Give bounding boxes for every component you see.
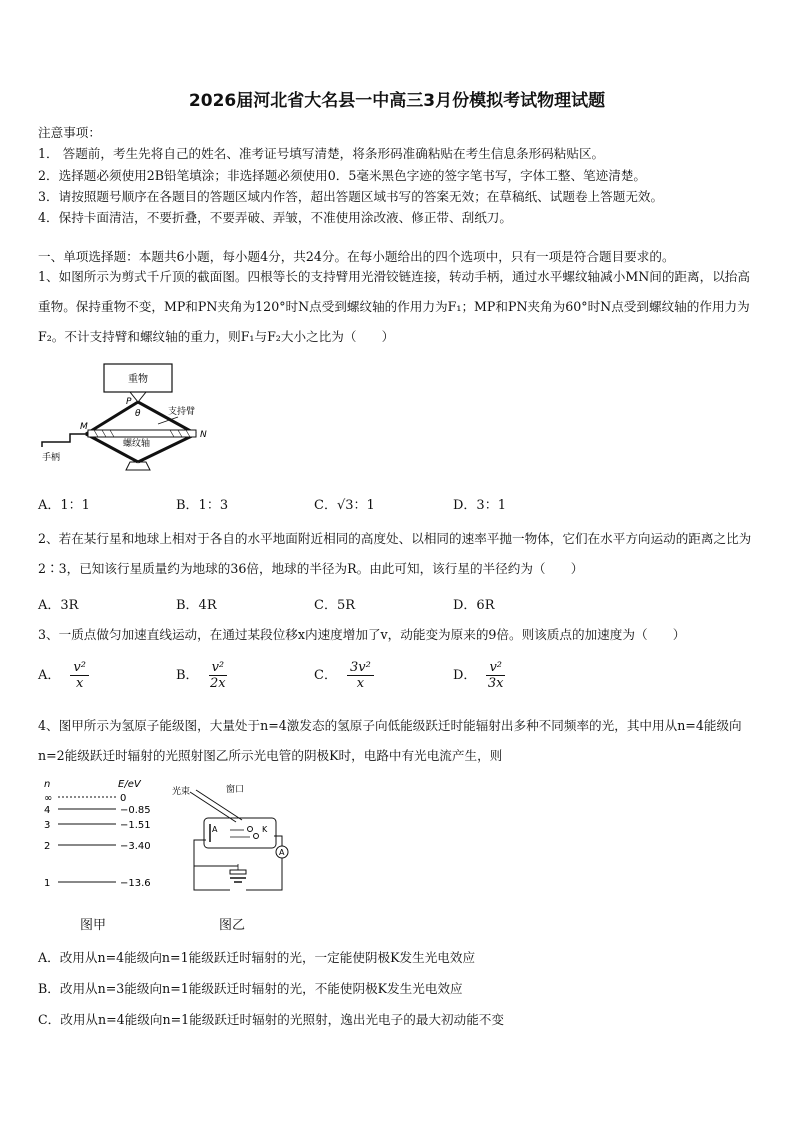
q2-option-b[interactable]: B．4R bbox=[176, 598, 217, 613]
label-n: N bbox=[200, 430, 207, 440]
fraction: $\frac{\text{v²}}{3x}$ bbox=[487, 660, 504, 691]
wire bbox=[274, 836, 282, 846]
q2-option-c[interactable]: C．5R bbox=[314, 598, 356, 613]
q3-option-b[interactable] bbox=[176, 660, 227, 691]
weight-label: 重物 bbox=[128, 374, 148, 385]
top-joint bbox=[130, 392, 146, 402]
window-label: 窗口 bbox=[226, 785, 245, 795]
q1-option-a[interactable]: A．1：1 bbox=[38, 498, 90, 513]
jack-figure bbox=[38, 362, 238, 472]
label-m: M bbox=[80, 422, 88, 432]
level-e: −13.6 bbox=[120, 878, 151, 889]
q4-option-c[interactable]: C．改用从n=4能级向n=1能级跃迁时辐射的光照射，逸出光电子的最大初动能不变 bbox=[38, 1012, 504, 1027]
question-2-text: 2、若在某行星和地球上相对于各自的水平地面附近相同的高度处、以相同的速率平抛一物体，它们在水平方向运动的距离之比为2∶3，已知该行星质量约为地球的36倍，地球的半径为R。由此可知，该行星的半径约为（ ） bbox=[38, 531, 752, 576]
question-1-text: 1、如图所示为剪式千斤顶的截面图。四根等长的支持臂用光滑铰链连接，转动手柄，通过水平螺纹轴减小MN间的距离，以抬高重物。保持重物不变，MP和PN夹角为120°时N点受到螺纹轴的作用力为F₁；MP和PN夹角为60°时N点受到螺纹轴的作用力为F₂。不计支持臂和螺纹轴的重力，则F₁与F₂大小之比为（ ） bbox=[38, 269, 750, 344]
label-p: P bbox=[126, 397, 132, 407]
level-e: −0.85 bbox=[120, 805, 151, 816]
notice-item: 3．请按照题号顺序在各题目的答题区域内作答，超出答题区域书写的答案无效；在草稿纸、试题卷上答题无效。 bbox=[38, 189, 664, 204]
level-e: 0 bbox=[120, 793, 127, 804]
question-4-text: 4、图甲所示为氢原子能级图，大量处于n=4激发态的氢原子向低能级跃迁时能辐射出多种不同频率的光，其中用从n=4能级向n=2能级跃迁时辐射的光照射图乙所示光电管的阴极K时，电路中有光电流产生，则 bbox=[38, 718, 742, 763]
level-n: 2 bbox=[44, 841, 51, 852]
option-label: A． bbox=[38, 668, 61, 683]
anode-label: A bbox=[212, 825, 218, 834]
handle-bar bbox=[42, 434, 88, 447]
q3-option-c[interactable] bbox=[314, 660, 374, 691]
level-n: 4 bbox=[44, 805, 51, 816]
rheostat bbox=[230, 870, 246, 874]
figure-b-caption: 图乙 bbox=[219, 918, 246, 933]
q3-option-a[interactable] bbox=[38, 660, 89, 691]
level-e: −1.51 bbox=[120, 820, 151, 831]
level-n: 3 bbox=[44, 820, 51, 831]
arm-mp bbox=[86, 402, 138, 434]
q3-option-d[interactable] bbox=[453, 660, 505, 691]
option-label: B． bbox=[176, 668, 199, 683]
q4-option-b[interactable]: B．改用从n=3能级向n=1能级跃迁时辐射的光，不能使阴极K发生光电效应 bbox=[38, 981, 463, 996]
energy-level-figure bbox=[38, 776, 168, 896]
base bbox=[126, 462, 150, 470]
q1-option-d[interactable]: D．3：1 bbox=[453, 498, 506, 513]
electrode-dot bbox=[254, 834, 259, 839]
q2-option-d[interactable]: D．6R bbox=[453, 598, 495, 613]
n-axis-label: n bbox=[44, 779, 51, 790]
level-n: 1 bbox=[44, 878, 51, 889]
fraction: $\frac{\text{v²}}{x}$ bbox=[70, 660, 89, 691]
cathode-label: K bbox=[262, 825, 268, 834]
label-theta: θ bbox=[135, 409, 141, 419]
arm-label: 支持臂 bbox=[168, 407, 196, 417]
axis-label: 螺纹轴 bbox=[123, 439, 151, 449]
fraction: $\frac{\text{3v²}}{x}$ bbox=[347, 660, 374, 691]
option-label: D． bbox=[453, 668, 477, 683]
q1-option-b[interactable]: B．1：3 bbox=[176, 498, 229, 513]
question-3-text: 3、一质点做匀加速直线运动，在通过某段位移x内速度增加了v，动能变为原来的9倍。则该质点的加速度为（ ） bbox=[38, 627, 686, 642]
phototube-figure bbox=[170, 780, 300, 895]
option-label: C． bbox=[314, 668, 337, 683]
wire bbox=[246, 858, 282, 890]
e-axis-label: E/eV bbox=[118, 779, 141, 790]
notice-item: 4．保持卡面清洁，不要折叠，不要弄破、弄皱，不准使用涂改液、修正带、刮纸刀。 bbox=[38, 210, 512, 225]
page-title: 2026届河北省大名县一中高三3月份模拟考试物理试题 bbox=[188, 91, 606, 111]
notice-item: 2．选择题必须使用2B铅笔填涂；非选择题必须使用0．5毫米黑色字迹的签字笔书写，字体工整、笔迹清楚。 bbox=[38, 168, 647, 183]
beam-label: 光束 bbox=[172, 787, 191, 797]
level-n: ∞ bbox=[44, 793, 53, 804]
handle-label: 手柄 bbox=[42, 453, 61, 463]
level-e: −3.40 bbox=[120, 841, 151, 852]
q1-option-c[interactable]: C．√3：1 bbox=[314, 498, 375, 513]
electrode-dot bbox=[248, 827, 253, 832]
q2-option-a[interactable]: A．3R bbox=[38, 598, 79, 613]
section-heading: 一、单项选择题：本题共6小题，每小题4分，共24分。在每小题给出的四个选项中，只有一项是符合题目要求的。 bbox=[38, 249, 675, 264]
ammeter-label: A bbox=[279, 848, 285, 857]
notice-heading: 注意事项： bbox=[38, 125, 101, 140]
notice-item: 1． 答题前，考生先将自己的姓名、准考证号填写清楚，将条形码准确粘贴在考生信息条形码粘贴区。 bbox=[38, 146, 605, 161]
q4-option-a[interactable]: A．改用从n=4能级向n=1能级跃迁时辐射的光，一定能使阴极K发生光电效应 bbox=[38, 950, 476, 965]
fraction: $\frac{\text{v²}}{2x}$ bbox=[210, 660, 226, 691]
figure-a-caption: 图甲 bbox=[80, 918, 107, 933]
